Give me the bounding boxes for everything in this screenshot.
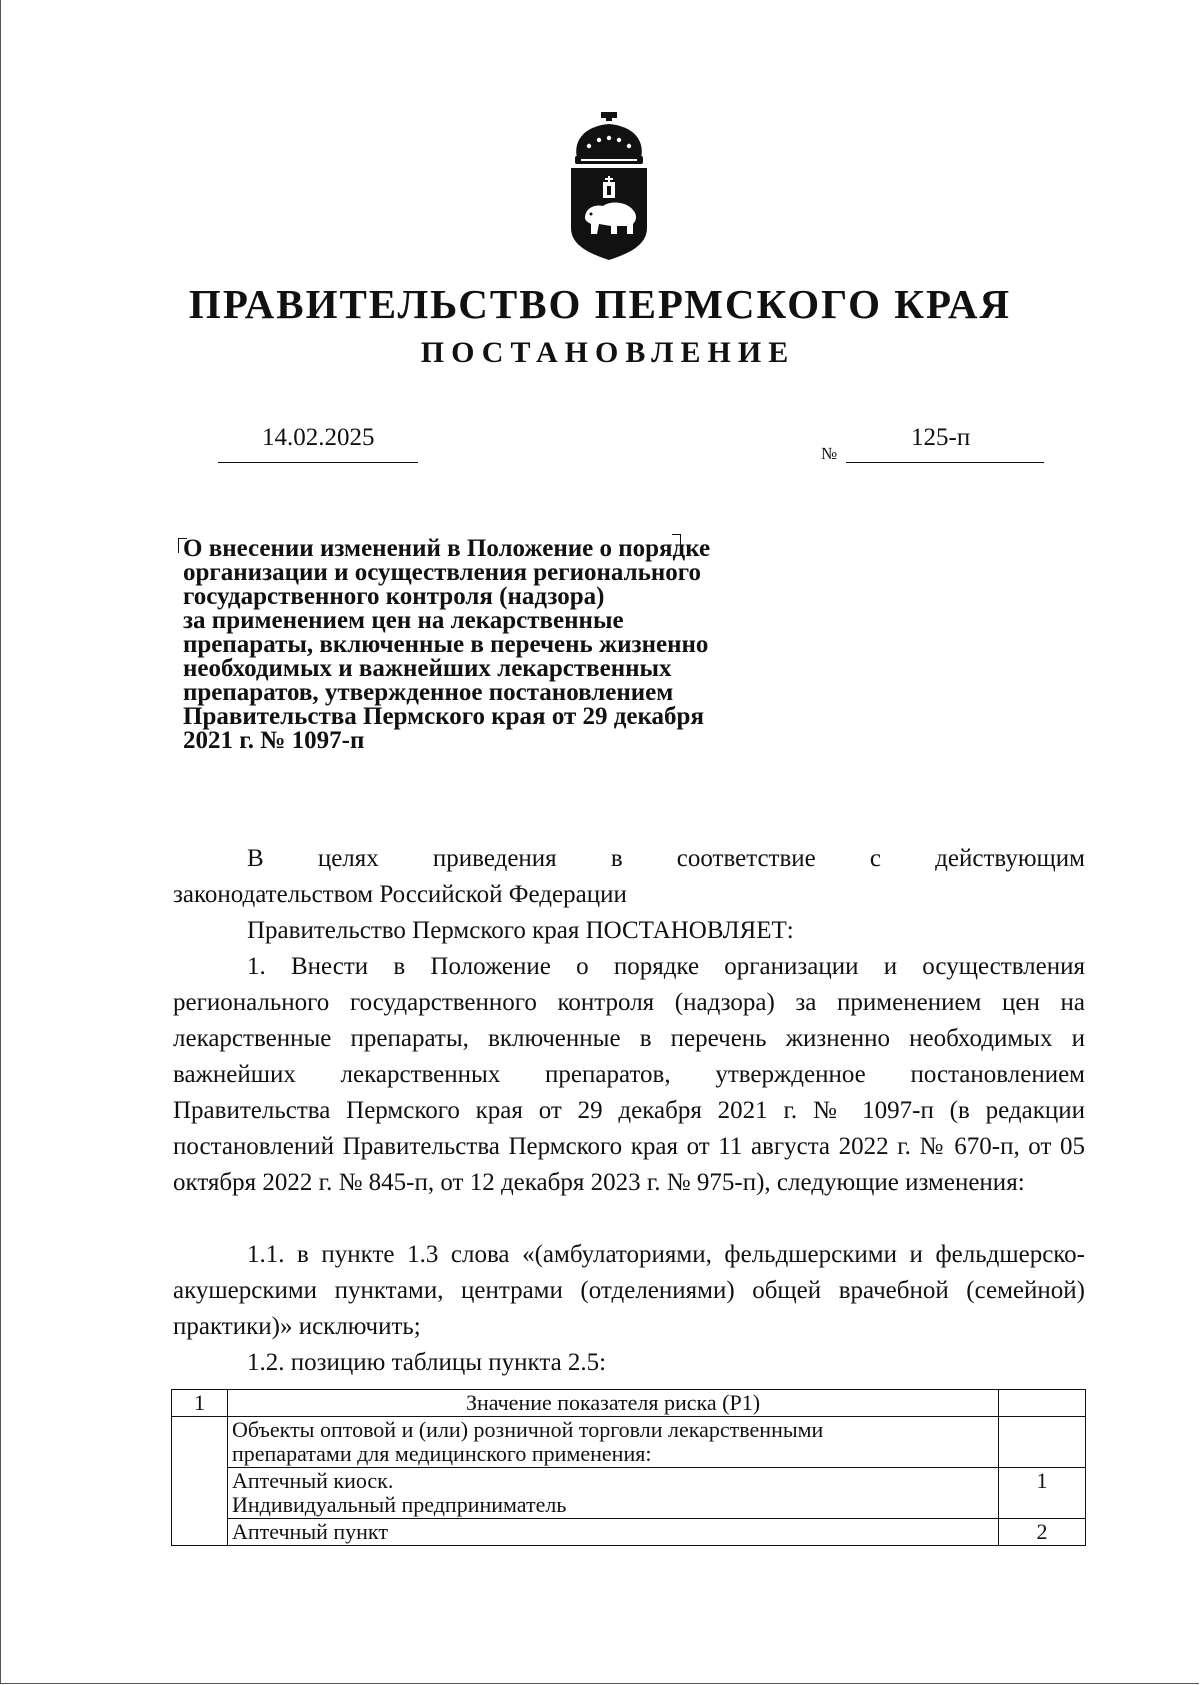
date-underline xyxy=(218,462,418,463)
subject-line: за применением цен на лекарственные xyxy=(183,607,624,634)
table-cell-label xyxy=(228,1468,999,1519)
table-cell-label: Аптечный пункт xyxy=(228,1519,999,1546)
subject-line: государственного контроля (надзора) xyxy=(183,583,605,610)
number-sign: № xyxy=(821,444,838,463)
document-type: ПОСТАНОВЛЕНИЕ xyxy=(420,336,796,369)
preamble-word: с xyxy=(869,845,882,872)
organization-title: ПРАВИТЕЛЬСТВО ПЕРМСКОГО КРАЯ xyxy=(188,281,1012,327)
preamble-paragraph xyxy=(173,841,1085,949)
table-row xyxy=(172,1417,1086,1468)
table-cell-value xyxy=(999,1390,1086,1417)
table-row xyxy=(172,1519,1086,1546)
table-row xyxy=(172,1468,1086,1519)
table-cell-number: 1 xyxy=(172,1390,228,1417)
number-underline xyxy=(846,462,1044,463)
table-cell-number xyxy=(172,1417,228,1546)
preamble-word: приведения xyxy=(432,845,557,872)
coat-of-arms-emblem xyxy=(567,112,651,262)
table-cell-value xyxy=(999,1417,1086,1468)
subject-line: препараты, включенные в перечень жизненно xyxy=(183,631,709,658)
preamble-line-1 xyxy=(173,841,1085,877)
table-cell-text: Аптечный киоск. xyxy=(232,1468,394,1493)
table-cell-text: Индивидуальный предприниматель xyxy=(232,1492,567,1517)
table-cell-value: 1 xyxy=(999,1468,1086,1519)
preamble-word: действующим xyxy=(935,845,1085,872)
preamble-word: соответствие xyxy=(676,845,816,872)
preamble-line-2: законодательством Российской Федерации xyxy=(173,881,627,908)
item-1-paragraph: 1. Внести в Положение о порядке организации и осуществления регионального государственного контроля (надзора) за применением цен на лекарственные препараты, включенные в перечень жизненно необходимых и важнейших лекарственных препаратов, утвержденное постановлением Правительства Пермского края от 29 декабря 2021 г. № 1097-п (в редакции постановлений Правительства Пермского края от 11 августа 2022 г. № 670-п, от 05 октября 2022 г. № 845-п, от 12 декабря 2023 г. № 975-п), следующие изменения: xyxy=(173,953,1085,1196)
table-row xyxy=(172,1390,1086,1417)
table-cell-text: Объекты оптовой и (или) розничной торговли лекарственными xyxy=(232,1417,824,1442)
subject-line: 2021 г. № 1097-п xyxy=(183,727,365,754)
table-cell-text: препаратами для медицинского применения: xyxy=(232,1441,652,1466)
document-number: 125-п xyxy=(911,424,971,451)
item-1-2-paragraph: 1.2. позицию таблицы пункта 2.5: xyxy=(247,1349,607,1376)
resolves-line: Правительство Пермского края ПОСТАНОВЛЯЕТ: xyxy=(247,917,794,944)
table-cell-value: 2 xyxy=(999,1519,1086,1546)
document-date: 14.02.2025 xyxy=(262,424,375,451)
item-1-1-paragraph: 1.1. в пункте 1.3 слова «(амбулаториями, фельдшерскими и фельдшерско-акушерскими пунктами, центрами (отделениями) общей врачебной (семейной) практики)» исключить; xyxy=(173,1241,1085,1340)
subject-line: О внесении изменений в Положение о порядке xyxy=(183,535,711,562)
table-cell-label xyxy=(228,1417,999,1468)
subject-line: необходимых и важнейших лекарственных xyxy=(183,655,672,682)
preamble-word: целях xyxy=(317,845,379,872)
table-cell-label: Значение показателя риска (Р1) xyxy=(228,1390,999,1417)
subject-line: Правительства Пермского края от 29 декабря xyxy=(183,703,704,730)
document-subject xyxy=(183,537,803,753)
risk-indicator-table xyxy=(171,1389,1086,1546)
subject-line: организации и осуществления регионального xyxy=(183,559,702,586)
preamble-word: в xyxy=(610,845,623,872)
preamble-word: В xyxy=(247,845,264,872)
subject-line: препаратов, утвержденное постановлением xyxy=(183,679,674,706)
